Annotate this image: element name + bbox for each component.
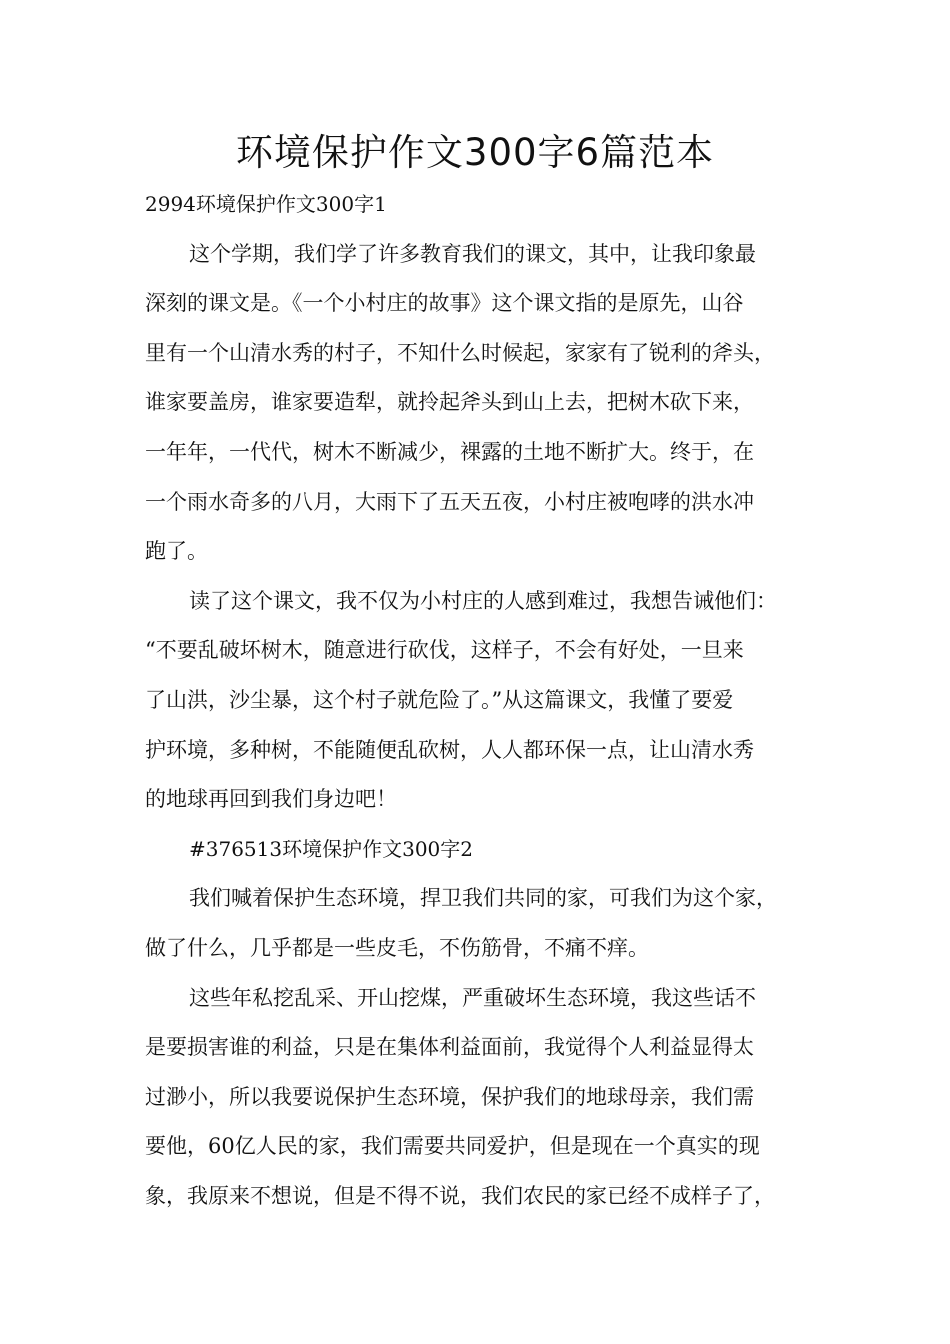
paragraph-line: 一个雨水奇多的八月，大雨下了五天五夜，小村庄被咆哮的洪水冲 (145, 489, 754, 514)
paragraph-line: 了山洪，沙尘暴，这个村子就危险了。”从这篇课文，我懂了要爱 (145, 687, 734, 712)
paragraph-line: 过渺小，所以我要说保护生态环境，保护我们的地球母亲，我们需 (145, 1084, 754, 1109)
paragraph-line: 要他，60亿人民的家，我们需要共同爱护，但是现在一个真实的现 (145, 1134, 760, 1159)
paragraph-line: 护环境，多种树，不能随便乱砍树，人人都环保一点，让山清水秀 (145, 737, 754, 762)
paragraph-line: 一年年，一代代，树木不断减少，裸露的土地不断扩大。终于，在 (145, 439, 754, 464)
section-heading: 2994环境保护作文300字1 (145, 192, 387, 216)
paragraph-line: 里有一个山清水秀的村子，不知什么时候起，家家有了锐利的斧头， (145, 340, 775, 365)
paragraph-line: 是要损害谁的利益，只是在集体利益面前，我觉得个人利益显得太 (145, 1035, 754, 1060)
paragraph-line: 我们喊着保护生态环境，捍卫我们共同的家，可我们为这个家， (189, 886, 777, 911)
paragraph-line: “不要乱破坏树木，随意进行砍伐，这样子，不会有好处，一旦来 (145, 638, 744, 663)
section-heading: #376513环境保护作文300字2 (189, 836, 474, 861)
paragraph-line: 深刻的课文是。《一个小村庄的故事》这个课文指的是原先，山谷 (145, 291, 744, 316)
paragraph-line: 谁家要盖房，谁家要造犁，就拎起斧头到山上去，把树木砍下来， (145, 390, 754, 415)
document-title: 环境保护作文300字6篇范本 (235, 131, 715, 174)
paragraph-line: 的地球再回到我们身边吧！ (145, 787, 397, 812)
paragraph-line: 读了这个课文，我不仅为小村庄的人感到难过，我想告诫他们： (189, 588, 777, 613)
paragraph-line: 象，我原来不想说，但是不得不说，我们农民的家已经不成样子了， (145, 1183, 775, 1208)
paragraph-line: 这些年私挖乱采、开山挖煤，严重破坏生态环境，我这些话不 (189, 985, 756, 1010)
paragraph-line: 跑了。 (145, 539, 208, 564)
paragraph-line: 做了什么，几乎都是一些皮毛，不伤筋骨，不痛不痒。 (145, 935, 649, 960)
document-body (145, 180, 825, 1221)
paragraph-line: 这个学期，我们学了许多教育我们的课文，其中，让我印象最 (189, 241, 756, 266)
